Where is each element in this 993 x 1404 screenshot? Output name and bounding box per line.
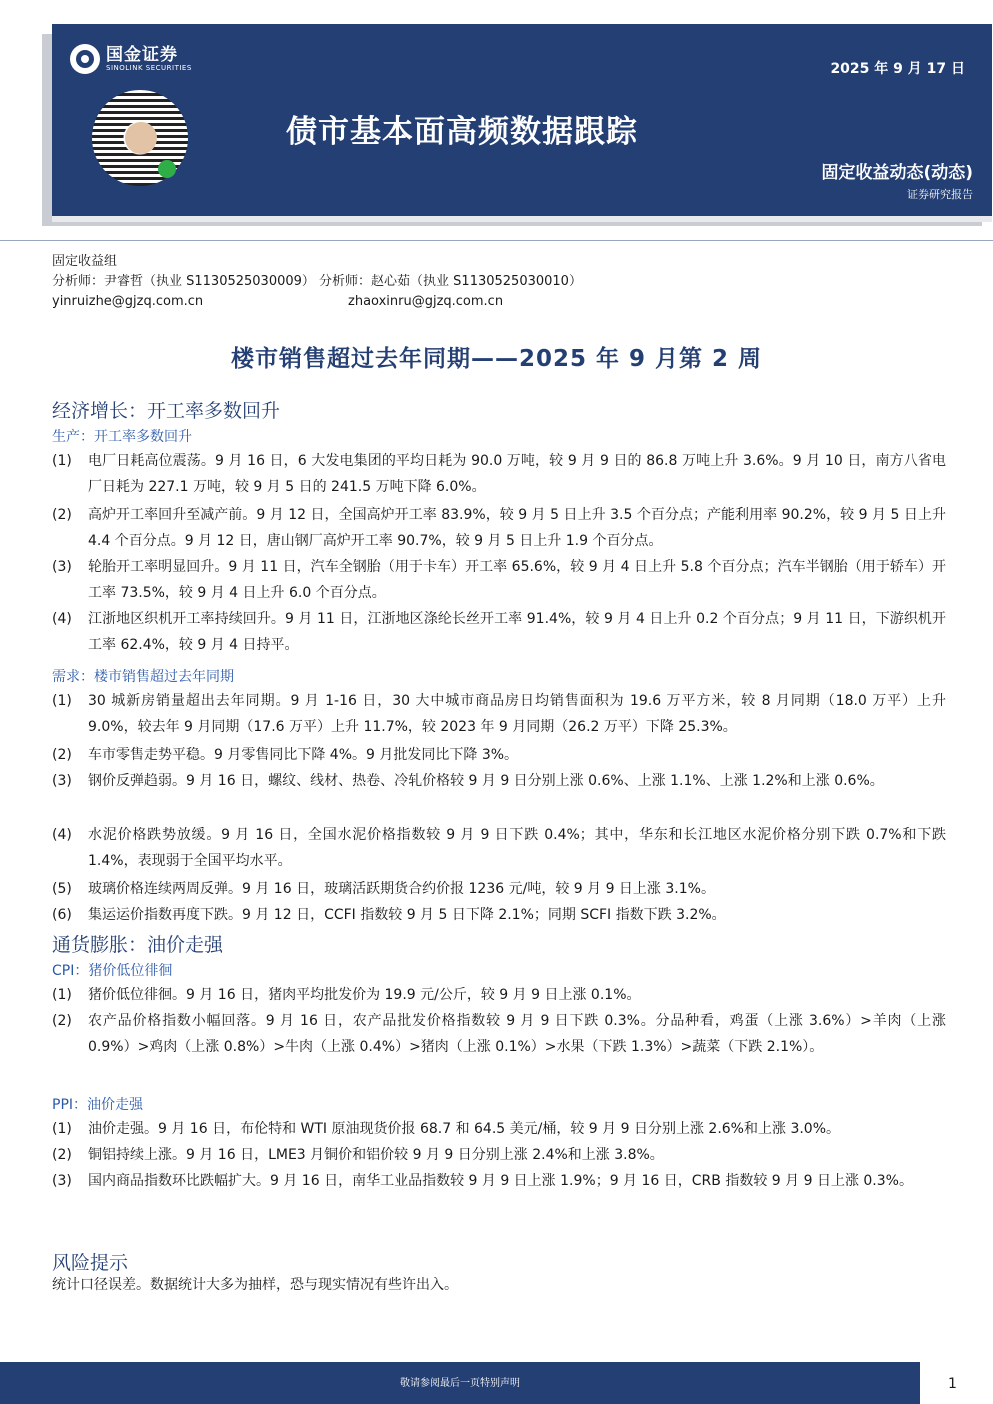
page-number: 1 [948, 1376, 957, 1392]
list-item [52, 1008, 946, 1060]
list-item [52, 448, 946, 500]
list-item [52, 1142, 946, 1168]
list-item [52, 1116, 946, 1142]
report-title: 债市基本面高频数据跟踪 [286, 114, 638, 150]
subsection-title-production: 生产：开工率多数回升 [52, 429, 192, 445]
qr-center-logo-icon [125, 122, 157, 154]
subsection-title-demand: 需求：楼市销售超过去年同期 [52, 669, 234, 685]
item-text: 高炉开工率回升至减产前。9 月 12 日，全国高炉开工率 83.9%，较 9 月 5 日上升 3.5 个百分点；产能利用率 90.2%，较 9 月 5 日上升 4.4 个百分点。9 月 12 日，唐山钢厂高炉开工率 90.7%，较 9 月 5 日上升 1.9 个百分点。 [88, 507, 946, 549]
item-text: 国内商品指数环比跌幅扩大。9 月 16 日，南华工业品指数较 9 月 9 日上涨 1.9%；9 月 16 日，CRB 指数较 9 月 9 日上涨 0.3%。 [88, 1173, 913, 1189]
list-item [52, 982, 946, 1008]
report-subtitle: 证券研究报告 [907, 188, 973, 201]
main-heading: 楼市销售超过去年同期——2025 年 9 月第 2 周 [230, 346, 763, 372]
item-text: 钢价反弹趋弱。9 月 16 日，螺纹、线材、热卷、冷轧价格较 9 月 9 日分别上涨 0.6%、上涨 1.1%、上涨 1.2%和上涨 0.6%。 [88, 773, 884, 789]
author-email-1[interactable]: yinruizhe@gjzq.com.cn [52, 294, 204, 309]
author-block [52, 252, 952, 312]
item-text: 江浙地区织机开工率持续回升。9 月 11 日，江浙地区涤纶长丝开工率 91.4%，较 9 月 4 日上升 0.2 个百分点；9 月 11 日，下游织机开工率 62.4%，较 9 月 4 日持平。 [88, 611, 946, 653]
item-text: 农产品价格指数小幅回落。9 月 16 日，农产品批发价格指数较 9 月 9 日下跌 0.3%。分品种看，鸡蛋（上涨 3.6%）>羊肉（上涨 0.9%）>鸡肉（上涨 0.8%）>牛肉（上涨 0.4%）>猪肉（上涨 0.1%）>水果（下跌 1.3%）>蔬菜（下跌 2.1%）。 [88, 1013, 946, 1055]
logo-mark-icon [70, 44, 100, 74]
item-text: 玻璃价格连续两周反弹。9 月 16 日，玻璃活跃期货合约价报 1236 元/吨，较 9 月 9 日上涨 3.1%。 [88, 881, 715, 897]
item-number: (1) [52, 453, 72, 469]
list-item [52, 768, 946, 794]
list-item [52, 822, 946, 874]
item-number: (2) [52, 507, 72, 523]
item-number: (2) [52, 747, 72, 763]
list-item [52, 876, 946, 902]
item-number: (3) [52, 773, 72, 789]
banner-stripe [52, 216, 992, 222]
subsection-title-cpi: CPI：猪价低位徘徊 [52, 963, 173, 979]
item-number: (1) [52, 987, 72, 1003]
list-item [52, 902, 946, 928]
item-text: 油价走强。9 月 16 日，布伦特和 WTI 原油现货价报 68.7 和 64.5 美元/桶，较 9 月 9 日分别上涨 2.6%和上涨 3.0%。 [88, 1121, 841, 1137]
section-title-inflation: 通货膨胀：油价走强 [52, 934, 224, 956]
section-title-risk: 风险提示 [52, 1252, 129, 1274]
logo-en: SINOLINK SECURITIES [106, 63, 192, 72]
item-number: (3) [52, 559, 72, 575]
item-number: (3) [52, 1173, 72, 1189]
mini-program-icon [158, 160, 176, 178]
list-item [52, 554, 946, 606]
item-number: (5) [52, 881, 72, 897]
item-number: (2) [52, 1147, 72, 1163]
item-number: (2) [52, 1013, 72, 1029]
item-text: 水泥价格跌势放缓。9 月 16 日，全国水泥价格指数较 9 月 9 日下跌 0.4%；其中，华东和长江地区水泥价格分别下跌 0.7%和下跌 1.4%，表现弱于全国平均水平。 [88, 827, 946, 869]
item-number: (4) [52, 611, 72, 627]
list-item [52, 606, 946, 658]
item-number: (1) [52, 693, 72, 709]
author-line: 分析师：尹睿哲（执业 S1130525030009） 分析师：赵心茹（执业 S1130525030010） [52, 274, 582, 289]
list-item [52, 688, 946, 740]
item-text: 猪价低位徘徊。9 月 16 日，猪肉平均批发价为 19.9 元/公斤，较 9 月 9 日上涨 0.1%。 [88, 987, 641, 1003]
item-number: (1) [52, 1121, 72, 1137]
item-text: 集运运价指数再度下跌。9 月 12 日，CCFI 指数较 9 月 5 日下降 2.1%；同期 SCFI 指数下跌 3.2%。 [88, 907, 726, 923]
list-item [52, 502, 946, 554]
item-text: 30 城新房销量超出去年同期。9 月 1-16 日，30 大中城市商品房日均销售面积为 19.6 万平方米，较 8 月同期（18.0 万平）上升 9.0%，较去年 9 月同期（17.6 万平）上升 11.7%，较 2023 年 9 月同期（26.2 万平）下降 25.3%。 [88, 693, 946, 735]
list-item [52, 742, 946, 768]
author-group: 固定收益组 [52, 254, 118, 269]
header-divider [0, 240, 993, 241]
company-logo [70, 44, 192, 74]
author-email-2[interactable]: zhaoxinru@gjzq.com.cn [348, 294, 504, 309]
item-text: 铜铝持续上涨。9 月 16 日，LME3 月铜价和铝价较 9 月 9 日分别上涨 2.4%和上涨 3.8%。 [88, 1147, 664, 1163]
item-text: 轮胎开工率明显回升。9 月 11 日，汽车全钢胎（用于卡车）开工率 65.6%，较 9 月 4 日上升 5.8 个百分点；汽车半钢胎（用于轿车）开工率 73.5%，较 9 月 4 日上升 6.0 个百分点。 [88, 559, 946, 601]
risk-text: 统计口径误差。数据统计大多为抽样，恐与现实情况有些许出入。 [52, 1277, 458, 1293]
subsection-title-ppi: PPI：油价走强 [52, 1097, 144, 1113]
item-text: 车市零售走势平稳。9 月零售同比下降 4%。9 月批发同比下降 3%。 [88, 747, 519, 763]
item-number: (6) [52, 907, 72, 923]
report-type: 固定收益动态(动态) [821, 163, 973, 183]
report-date: 2025 年 9 月 17 日 [830, 61, 965, 77]
footer-disclaimer-link[interactable]: 敬请参阅最后一页特别声明 [400, 1378, 520, 1389]
item-number: (4) [52, 827, 72, 843]
logo-cn: 国金证券 [106, 44, 178, 65]
section-title-growth: 经济增长：开工率多数回升 [52, 400, 281, 422]
list-item [52, 1168, 946, 1194]
item-text: 电厂日耗高位震荡。9 月 16 日，6 大发电集团的平均日耗为 90.0 万吨，较 9 月 9 日的 86.8 万吨上升 3.6%。9 月 10 日，南方八省电厂日耗为 227.1 万吨，较 9 月 5 日的 241.5 万吨下降 6.0%。 [88, 453, 946, 495]
